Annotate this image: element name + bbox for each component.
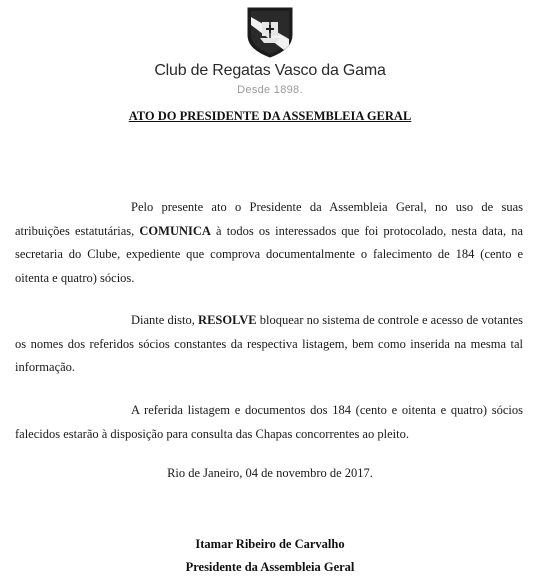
paragraph-2-after: bloquear no sistema de controle e acesso de votantes os nomes dos referidos sócios constantes da respectiva listagem, bem como inserida na mesma tal informação. <box>15 313 523 374</box>
club-name: Club de Regatas Vasco da Gama <box>154 62 386 79</box>
paragraph-2-before: Diante disto, <box>131 313 199 327</box>
signature-name: Itamar Ribeiro de Carvalho <box>195 537 345 551</box>
vasco-crest-icon <box>245 5 295 59</box>
document-title: ATO DO PRESIDENTE DA ASSEMBLEIA GERAL <box>128 109 412 123</box>
paragraph-1 <box>15 196 523 290</box>
signature-role: Presidente da Assembleia Geral <box>185 560 355 574</box>
paragraph-3-text: A referida listagem e documentos dos 184 (cento e oitenta e quatro) sócios falecidos estarão à disposição para consulta das Chapas concorrentes ao pleito. <box>15 403 523 441</box>
club-since: Desde 1898. <box>237 84 303 96</box>
paragraph-3 <box>15 399 523 446</box>
paragraph-1-before: Pelo presente ato o Presidente da Assembleia Geral, no uso de suas atribuições estatutárias, <box>15 200 523 238</box>
paragraph-1-after: à todos os interessados que foi protocolado, nesta data, na secretaria do Clube, expediente que comprova documentalmente o falecimento de 184 (cento e oitenta e quatro) sócios. <box>15 223 523 285</box>
paragraph-2 <box>15 309 523 380</box>
paragraph-1-emphasis: COMUNICA <box>139 223 211 238</box>
document-date: Rio de Janeiro, 04 de novembro de 2017. <box>167 466 373 480</box>
paragraph-2-emphasis: RESOLVE <box>198 313 257 327</box>
